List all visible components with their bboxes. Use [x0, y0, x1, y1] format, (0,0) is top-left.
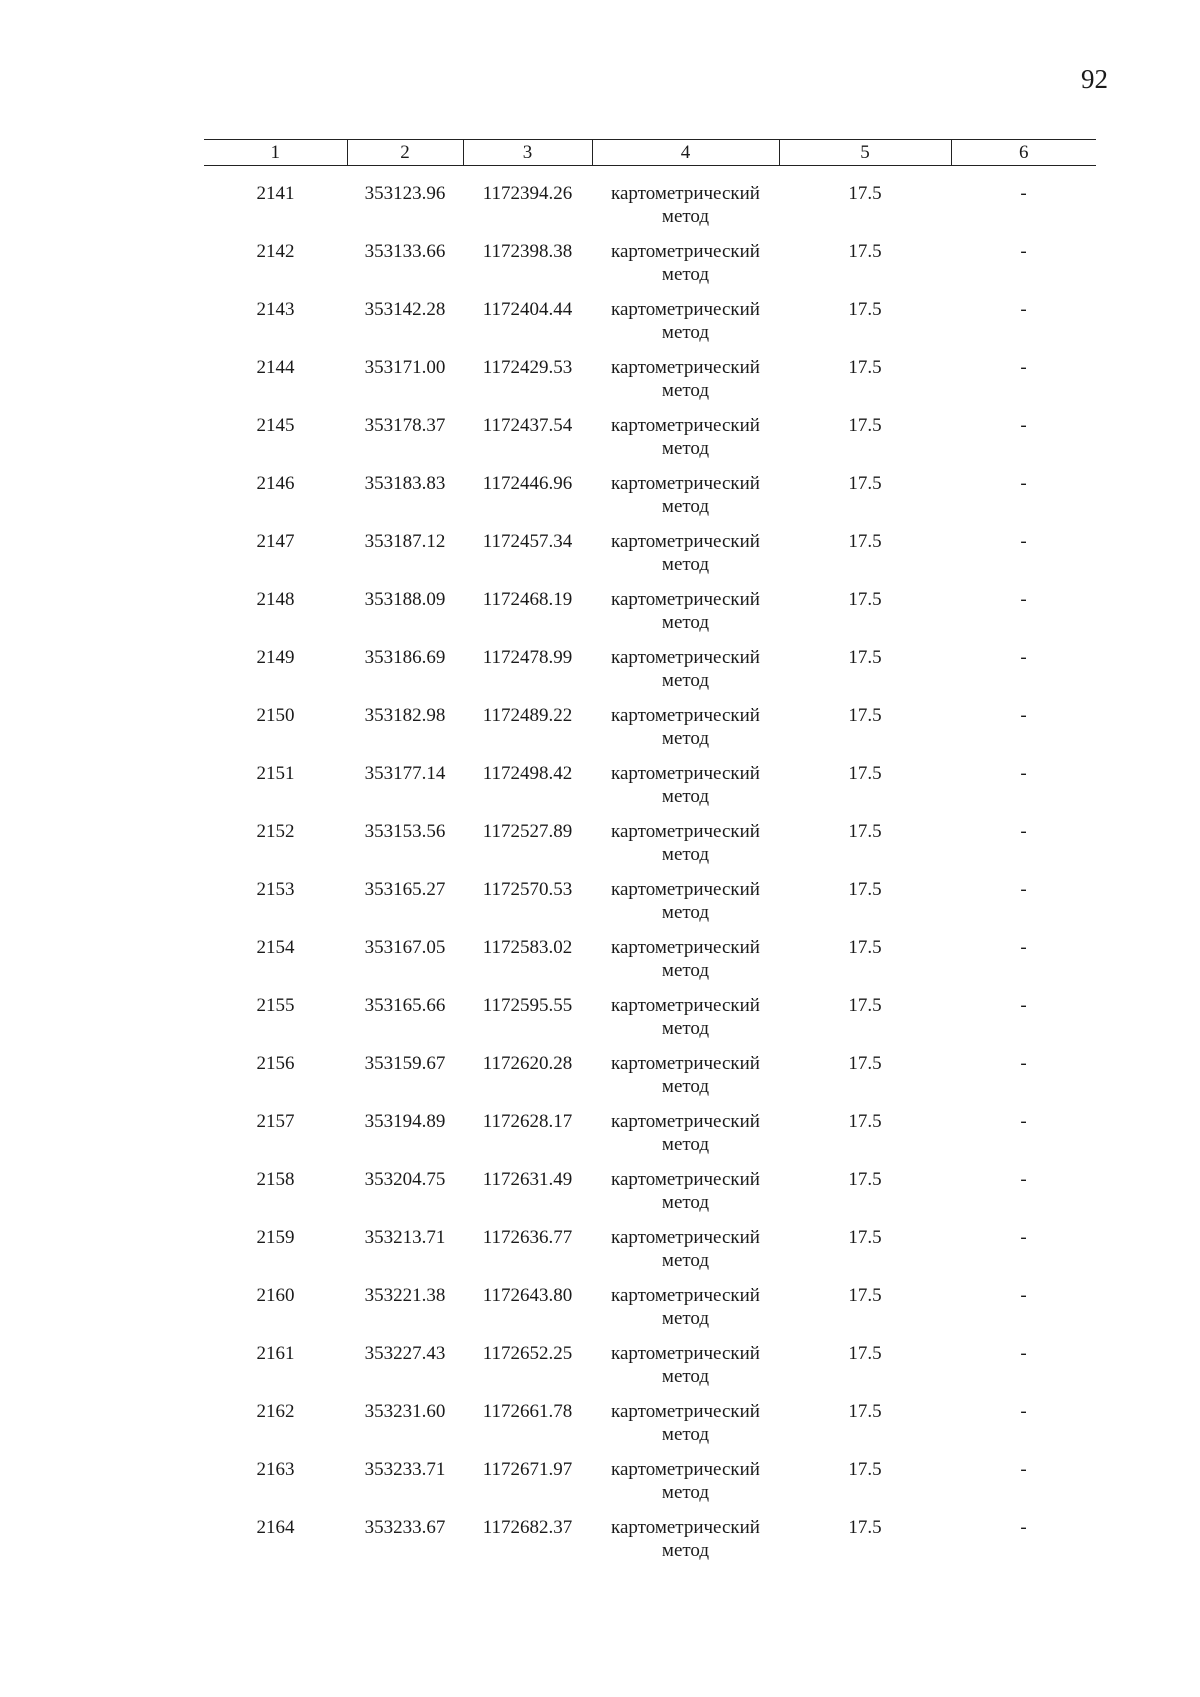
cell-method: картометрический метод [611, 1285, 760, 1329]
table-body [204, 166, 1096, 1575]
cell-method: картометрический метод [611, 937, 760, 981]
cell-method: картометрический метод [611, 995, 760, 1039]
cell-accuracy: 17.5 [848, 647, 882, 668]
cell-accuracy: 17.5 [848, 937, 882, 958]
table-row [204, 240, 1096, 298]
column-header-5: 5 [779, 140, 951, 166]
cell-x-coordinate: 353159.67 [364, 1053, 446, 1074]
table-header [204, 140, 1096, 166]
cell-accuracy: 17.5 [848, 1401, 882, 1422]
cell-y-coordinate: 1172429.53 [482, 357, 573, 378]
cell-y-coordinate: 1172570.53 [482, 879, 573, 900]
cell-note: - [1020, 531, 1027, 552]
table-row [204, 1110, 1096, 1168]
cell-method: картометрический метод [611, 821, 760, 865]
cell-y-coordinate: 1172498.42 [482, 763, 573, 784]
cell-x-coordinate: 353153.56 [364, 821, 446, 842]
cell-x-coordinate: 353165.27 [364, 879, 446, 900]
cell-point-number: 2142 [256, 241, 295, 262]
column-header-2: 2 [347, 140, 463, 166]
cell-point-number: 2154 [256, 937, 295, 958]
cell-note: - [1020, 357, 1027, 378]
table-row [204, 530, 1096, 588]
cell-point-number: 2147 [256, 531, 295, 552]
cell-y-coordinate: 1172527.89 [482, 821, 573, 842]
cell-note: - [1020, 241, 1027, 262]
table-row [204, 704, 1096, 762]
cell-x-coordinate: 353231.60 [364, 1401, 446, 1422]
cell-accuracy: 17.5 [848, 299, 882, 320]
cell-accuracy: 17.5 [848, 821, 882, 842]
column-header-1: 1 [204, 140, 347, 166]
cell-note: - [1020, 1111, 1027, 1132]
cell-point-number: 2145 [256, 415, 295, 436]
cell-x-coordinate: 353171.00 [364, 357, 446, 378]
table-row [204, 166, 1096, 241]
cell-method: картометрический метод [611, 1343, 760, 1387]
cell-point-number: 2156 [256, 1053, 295, 1074]
table-row [204, 414, 1096, 472]
cell-method: картометрический метод [611, 531, 760, 575]
cell-point-number: 2151 [256, 763, 295, 784]
cell-accuracy: 17.5 [848, 1285, 882, 1306]
cell-y-coordinate: 1172682.37 [482, 1517, 573, 1538]
cell-accuracy: 17.5 [848, 763, 882, 784]
cell-note: - [1020, 995, 1027, 1016]
cell-x-coordinate: 353165.66 [364, 995, 446, 1016]
cell-accuracy: 17.5 [848, 1459, 882, 1480]
cell-point-number: 2157 [256, 1111, 295, 1132]
column-header-4: 4 [592, 140, 779, 166]
cell-method: картометрический метод [611, 357, 760, 401]
cell-accuracy: 17.5 [848, 357, 882, 378]
cell-y-coordinate: 1172394.26 [482, 183, 573, 204]
cell-accuracy: 17.5 [848, 241, 882, 262]
cell-method: картометрический метод [611, 763, 760, 807]
cell-note: - [1020, 1459, 1027, 1480]
cell-x-coordinate: 353233.71 [364, 1459, 446, 1480]
cell-point-number: 2144 [256, 357, 295, 378]
cell-point-number: 2164 [256, 1517, 295, 1538]
cell-note: - [1020, 473, 1027, 494]
cell-note: - [1020, 705, 1027, 726]
cell-y-coordinate: 1172620.28 [482, 1053, 573, 1074]
cell-y-coordinate: 1172595.55 [482, 995, 573, 1016]
column-header-3: 3 [463, 140, 592, 166]
cell-y-coordinate: 1172437.54 [482, 415, 573, 436]
table-row [204, 878, 1096, 936]
cell-method: картометрический метод [611, 1111, 760, 1155]
cell-accuracy: 17.5 [848, 1169, 882, 1190]
cell-accuracy: 17.5 [848, 531, 882, 552]
cell-point-number: 2148 [256, 589, 295, 610]
cell-x-coordinate: 353213.71 [364, 1227, 446, 1248]
cell-note: - [1020, 937, 1027, 958]
cell-method: картометрический метод [611, 879, 760, 923]
cell-y-coordinate: 1172652.25 [482, 1343, 573, 1364]
cell-accuracy: 17.5 [848, 589, 882, 610]
cell-note: - [1020, 1227, 1027, 1248]
cell-note: - [1020, 589, 1027, 610]
table-row [204, 356, 1096, 414]
cell-note: - [1020, 1517, 1027, 1538]
cell-method: картометрический метод [611, 299, 760, 343]
table-row [204, 1400, 1096, 1458]
cell-x-coordinate: 353194.89 [364, 1111, 446, 1132]
cell-point-number: 2152 [256, 821, 295, 842]
cell-point-number: 2150 [256, 705, 295, 726]
table-row [204, 588, 1096, 646]
table-row [204, 762, 1096, 820]
cell-method: картометрический метод [611, 473, 760, 517]
table-row [204, 1516, 1096, 1574]
cell-note: - [1020, 1343, 1027, 1364]
table-row [204, 1458, 1096, 1516]
cell-y-coordinate: 1172404.44 [482, 299, 573, 320]
cell-accuracy: 17.5 [848, 415, 882, 436]
cell-x-coordinate: 353204.75 [364, 1169, 446, 1190]
cell-accuracy: 17.5 [848, 1343, 882, 1364]
table-row [204, 936, 1096, 994]
cell-x-coordinate: 353142.28 [364, 299, 446, 320]
cell-y-coordinate: 1172643.80 [482, 1285, 573, 1306]
cell-y-coordinate: 1172661.78 [482, 1401, 573, 1422]
cell-note: - [1020, 415, 1027, 436]
cell-method: картометрический метод [611, 1227, 760, 1271]
cell-method: картометрический метод [611, 1517, 760, 1561]
cell-x-coordinate: 353167.05 [364, 937, 446, 958]
cell-note: - [1020, 183, 1027, 204]
cell-method: картометрический метод [611, 1169, 760, 1213]
cell-method: картометрический метод [611, 415, 760, 459]
cell-method: картометрический метод [611, 705, 760, 749]
cell-method: картометрический метод [611, 1053, 760, 1097]
cell-x-coordinate: 353187.12 [364, 531, 446, 552]
table-row [204, 1168, 1096, 1226]
cell-point-number: 2146 [256, 473, 295, 494]
cell-x-coordinate: 353186.69 [364, 647, 446, 668]
cell-point-number: 2149 [256, 647, 295, 668]
cell-y-coordinate: 1172468.19 [482, 589, 573, 610]
cell-note: - [1020, 647, 1027, 668]
cell-y-coordinate: 1172636.77 [482, 1227, 573, 1248]
cell-note: - [1020, 299, 1027, 320]
cell-accuracy: 17.5 [848, 183, 882, 204]
cell-x-coordinate: 353123.96 [364, 183, 446, 204]
cell-accuracy: 17.5 [848, 1053, 882, 1074]
table-row [204, 1226, 1096, 1284]
cell-x-coordinate: 353182.98 [364, 705, 446, 726]
cell-y-coordinate: 1172457.34 [482, 531, 573, 552]
table-row [204, 994, 1096, 1052]
cell-y-coordinate: 1172446.96 [482, 473, 573, 494]
cell-method: картометрический метод [611, 183, 760, 227]
cell-x-coordinate: 353233.67 [364, 1517, 446, 1538]
table-row [204, 820, 1096, 878]
cell-accuracy: 17.5 [848, 1227, 882, 1248]
table-row [204, 472, 1096, 530]
cell-accuracy: 17.5 [848, 473, 882, 494]
cell-note: - [1020, 1285, 1027, 1306]
table-row [204, 298, 1096, 356]
cell-point-number: 2158 [256, 1169, 295, 1190]
cell-point-number: 2155 [256, 995, 295, 1016]
cell-note: - [1020, 1169, 1027, 1190]
cell-y-coordinate: 1172489.22 [482, 705, 573, 726]
cell-x-coordinate: 353178.37 [364, 415, 446, 436]
page-number: 92 [1081, 64, 1108, 94]
cell-y-coordinate: 1172478.99 [482, 647, 573, 668]
cell-accuracy: 17.5 [848, 1111, 882, 1132]
cell-x-coordinate: 353227.43 [364, 1343, 446, 1364]
cell-point-number: 2161 [256, 1343, 295, 1364]
cell-method: картометрический метод [611, 241, 760, 285]
cell-x-coordinate: 353221.38 [364, 1285, 446, 1306]
cell-note: - [1020, 821, 1027, 842]
cell-x-coordinate: 353188.09 [364, 589, 446, 610]
header-row [204, 140, 1096, 166]
table-row [204, 1052, 1096, 1110]
coordinates-table [204, 139, 1096, 1574]
cell-note: - [1020, 879, 1027, 900]
cell-point-number: 2163 [256, 1459, 295, 1480]
cell-y-coordinate: 1172583.02 [482, 937, 573, 958]
cell-method: картометрический метод [611, 647, 760, 691]
cell-point-number: 2160 [256, 1285, 295, 1306]
cell-method: картометрический метод [611, 1401, 760, 1445]
cell-method: картометрический метод [611, 1459, 760, 1503]
table-row [204, 1342, 1096, 1400]
cell-note: - [1020, 1401, 1027, 1422]
cell-x-coordinate: 353133.66 [364, 241, 446, 262]
cell-note: - [1020, 763, 1027, 784]
table-row [204, 1284, 1096, 1342]
cell-accuracy: 17.5 [848, 879, 882, 900]
cell-point-number: 2143 [256, 299, 295, 320]
cell-y-coordinate: 1172628.17 [482, 1111, 573, 1132]
cell-y-coordinate: 1172671.97 [482, 1459, 573, 1480]
column-header-6: 6 [951, 140, 1096, 166]
cell-note: - [1020, 1053, 1027, 1074]
cell-point-number: 2162 [256, 1401, 295, 1422]
cell-x-coordinate: 353183.83 [364, 473, 446, 494]
cell-point-number: 2159 [256, 1227, 295, 1248]
cell-point-number: 2153 [256, 879, 295, 900]
cell-accuracy: 17.5 [848, 1517, 882, 1538]
cell-x-coordinate: 353177.14 [364, 763, 446, 784]
cell-accuracy: 17.5 [848, 705, 882, 726]
cell-accuracy: 17.5 [848, 995, 882, 1016]
cell-y-coordinate: 1172398.38 [482, 241, 573, 262]
cell-method: картометрический метод [611, 589, 760, 633]
cell-y-coordinate: 1172631.49 [482, 1169, 573, 1190]
cell-point-number: 2141 [256, 183, 295, 204]
table-row [204, 646, 1096, 704]
coordinates-table-container [204, 139, 1096, 1574]
